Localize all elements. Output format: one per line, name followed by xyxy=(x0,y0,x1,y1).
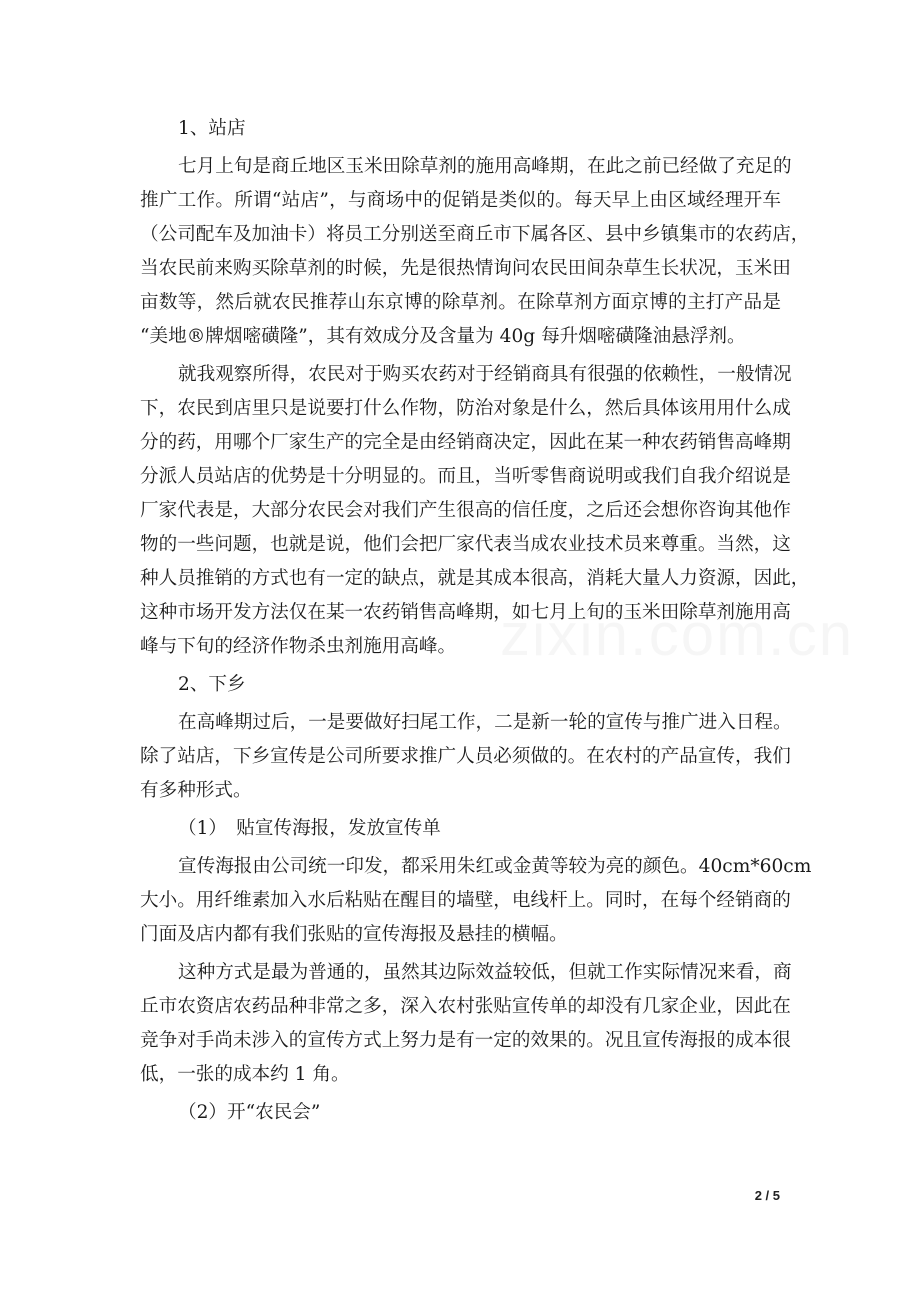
paragraph-line: 物的一些问题，也就是说，他们会把厂家代表当成农业技术员来尊重。当然，这 xyxy=(140,534,791,555)
paragraph-line: 厂家代表是，大部分农民会对我们产生很高的信任度，之后还会想你咨询其他作 xyxy=(140,500,791,521)
paragraph-line: 这种市场开发方法仅在某一农药销售高峰期，如七月上旬的玉米田除草剂施用高 xyxy=(140,602,791,623)
subsection-heading: （1） 贴宣传海报，发放宣传单 xyxy=(178,818,441,839)
paragraph-line: 分派人员站店的优势是十分明显的。而且，当听零售商说明或我们自我介绍说是 xyxy=(140,466,791,487)
paragraph-line: 推广工作。所谓“站店”，与商场中的促销是类似的。每天早上由区域经理开车 xyxy=(140,190,781,211)
paragraph-line: 丘市农资店农药品种非常之多，深入农村张贴宣传单的却没有几家企业，因此在 xyxy=(140,996,791,1017)
paragraph-line: 低，一张的成本约 1 角。 xyxy=(140,1064,350,1085)
paragraph-line: 宣传海报由公司统一印发，都采用朱红或金黄等较为亮的颜色。40cm*60cm xyxy=(178,856,812,877)
page-number: 2 / 5 xyxy=(754,1188,780,1203)
subsection-heading: （2）开“农民会” xyxy=(178,1102,321,1123)
paragraph-line: 分的药，用哪个厂家生产的完全是由经销商决定，因此在某一种农药销售高峰期 xyxy=(140,432,791,453)
document-body xyxy=(140,112,812,1130)
section-heading: 2、下乡 xyxy=(178,674,246,695)
paragraph-line: 就我观察所得，农民对于购买农药对于经销商具有很强的依赖性，一般情况 xyxy=(178,364,792,385)
paragraph-line: 种人员推销的方式也有一定的缺点，就是其成本很高，消耗大量人力资源，因此， xyxy=(140,568,810,589)
paragraph-line: 在高峰期过后，一是要做好扫尾工作，二是新一轮的宣传与推广进入日程。 xyxy=(178,712,792,733)
paragraph-line: 下，农民到店里只是说要打什么作物，防治对象是什么，然后具体该用用什么成 xyxy=(140,398,791,419)
paragraph-line: 竞争对手尚未涉入的宣传方式上努力是有一定的效果的。况且宣传海报的成本很 xyxy=(140,1030,791,1051)
paragraph-line: （公司配车及加油卡）将员工分别送至商丘市下属各区、县中乡镇集市的农药店， xyxy=(140,224,810,245)
paragraph-line: “美地®牌烟嘧磺隆”，其有效成分及含量为 40g 每升烟嘧磺隆油悬浮剂。 xyxy=(140,326,746,347)
paragraph-line: 当农民前来购买除草剂的时候，先是很热情询问农民田间杂草生长状况，玉米田 xyxy=(140,258,791,279)
paragraph-line: 有多种形式。 xyxy=(140,780,252,801)
paragraph-line: 门面及店内都有我们张贴的宣传海报及悬挂的横幅。 xyxy=(140,924,568,945)
paragraph-line: 亩数等，然后就农民推荐山东京博的除草剂。在除草剂方面京博的主打产品是 xyxy=(140,292,781,313)
paragraph-line: 峰与下旬的经济作物杀虫剂施用高峰。 xyxy=(140,636,457,657)
section-heading: 1、站店 xyxy=(178,118,246,139)
paragraph-line: 除了站店，下乡宣传是公司所要求推广人员必须做的。在农村的产品宣传，我们 xyxy=(140,746,791,767)
paragraph-line: 七月上旬是商丘地区玉米田除草剂的施用高峰期，在此之前已经做了充足的 xyxy=(178,156,792,177)
paragraph-line: 大小。用纤维素加入水后粘贴在醒目的墙壁，电线杆上。同时，在每个经销商的 xyxy=(140,890,791,911)
paragraph-line: 这种方式是最为普通的，虽然其边际效益较低，但就工作实际情况来看，商 xyxy=(178,962,792,983)
